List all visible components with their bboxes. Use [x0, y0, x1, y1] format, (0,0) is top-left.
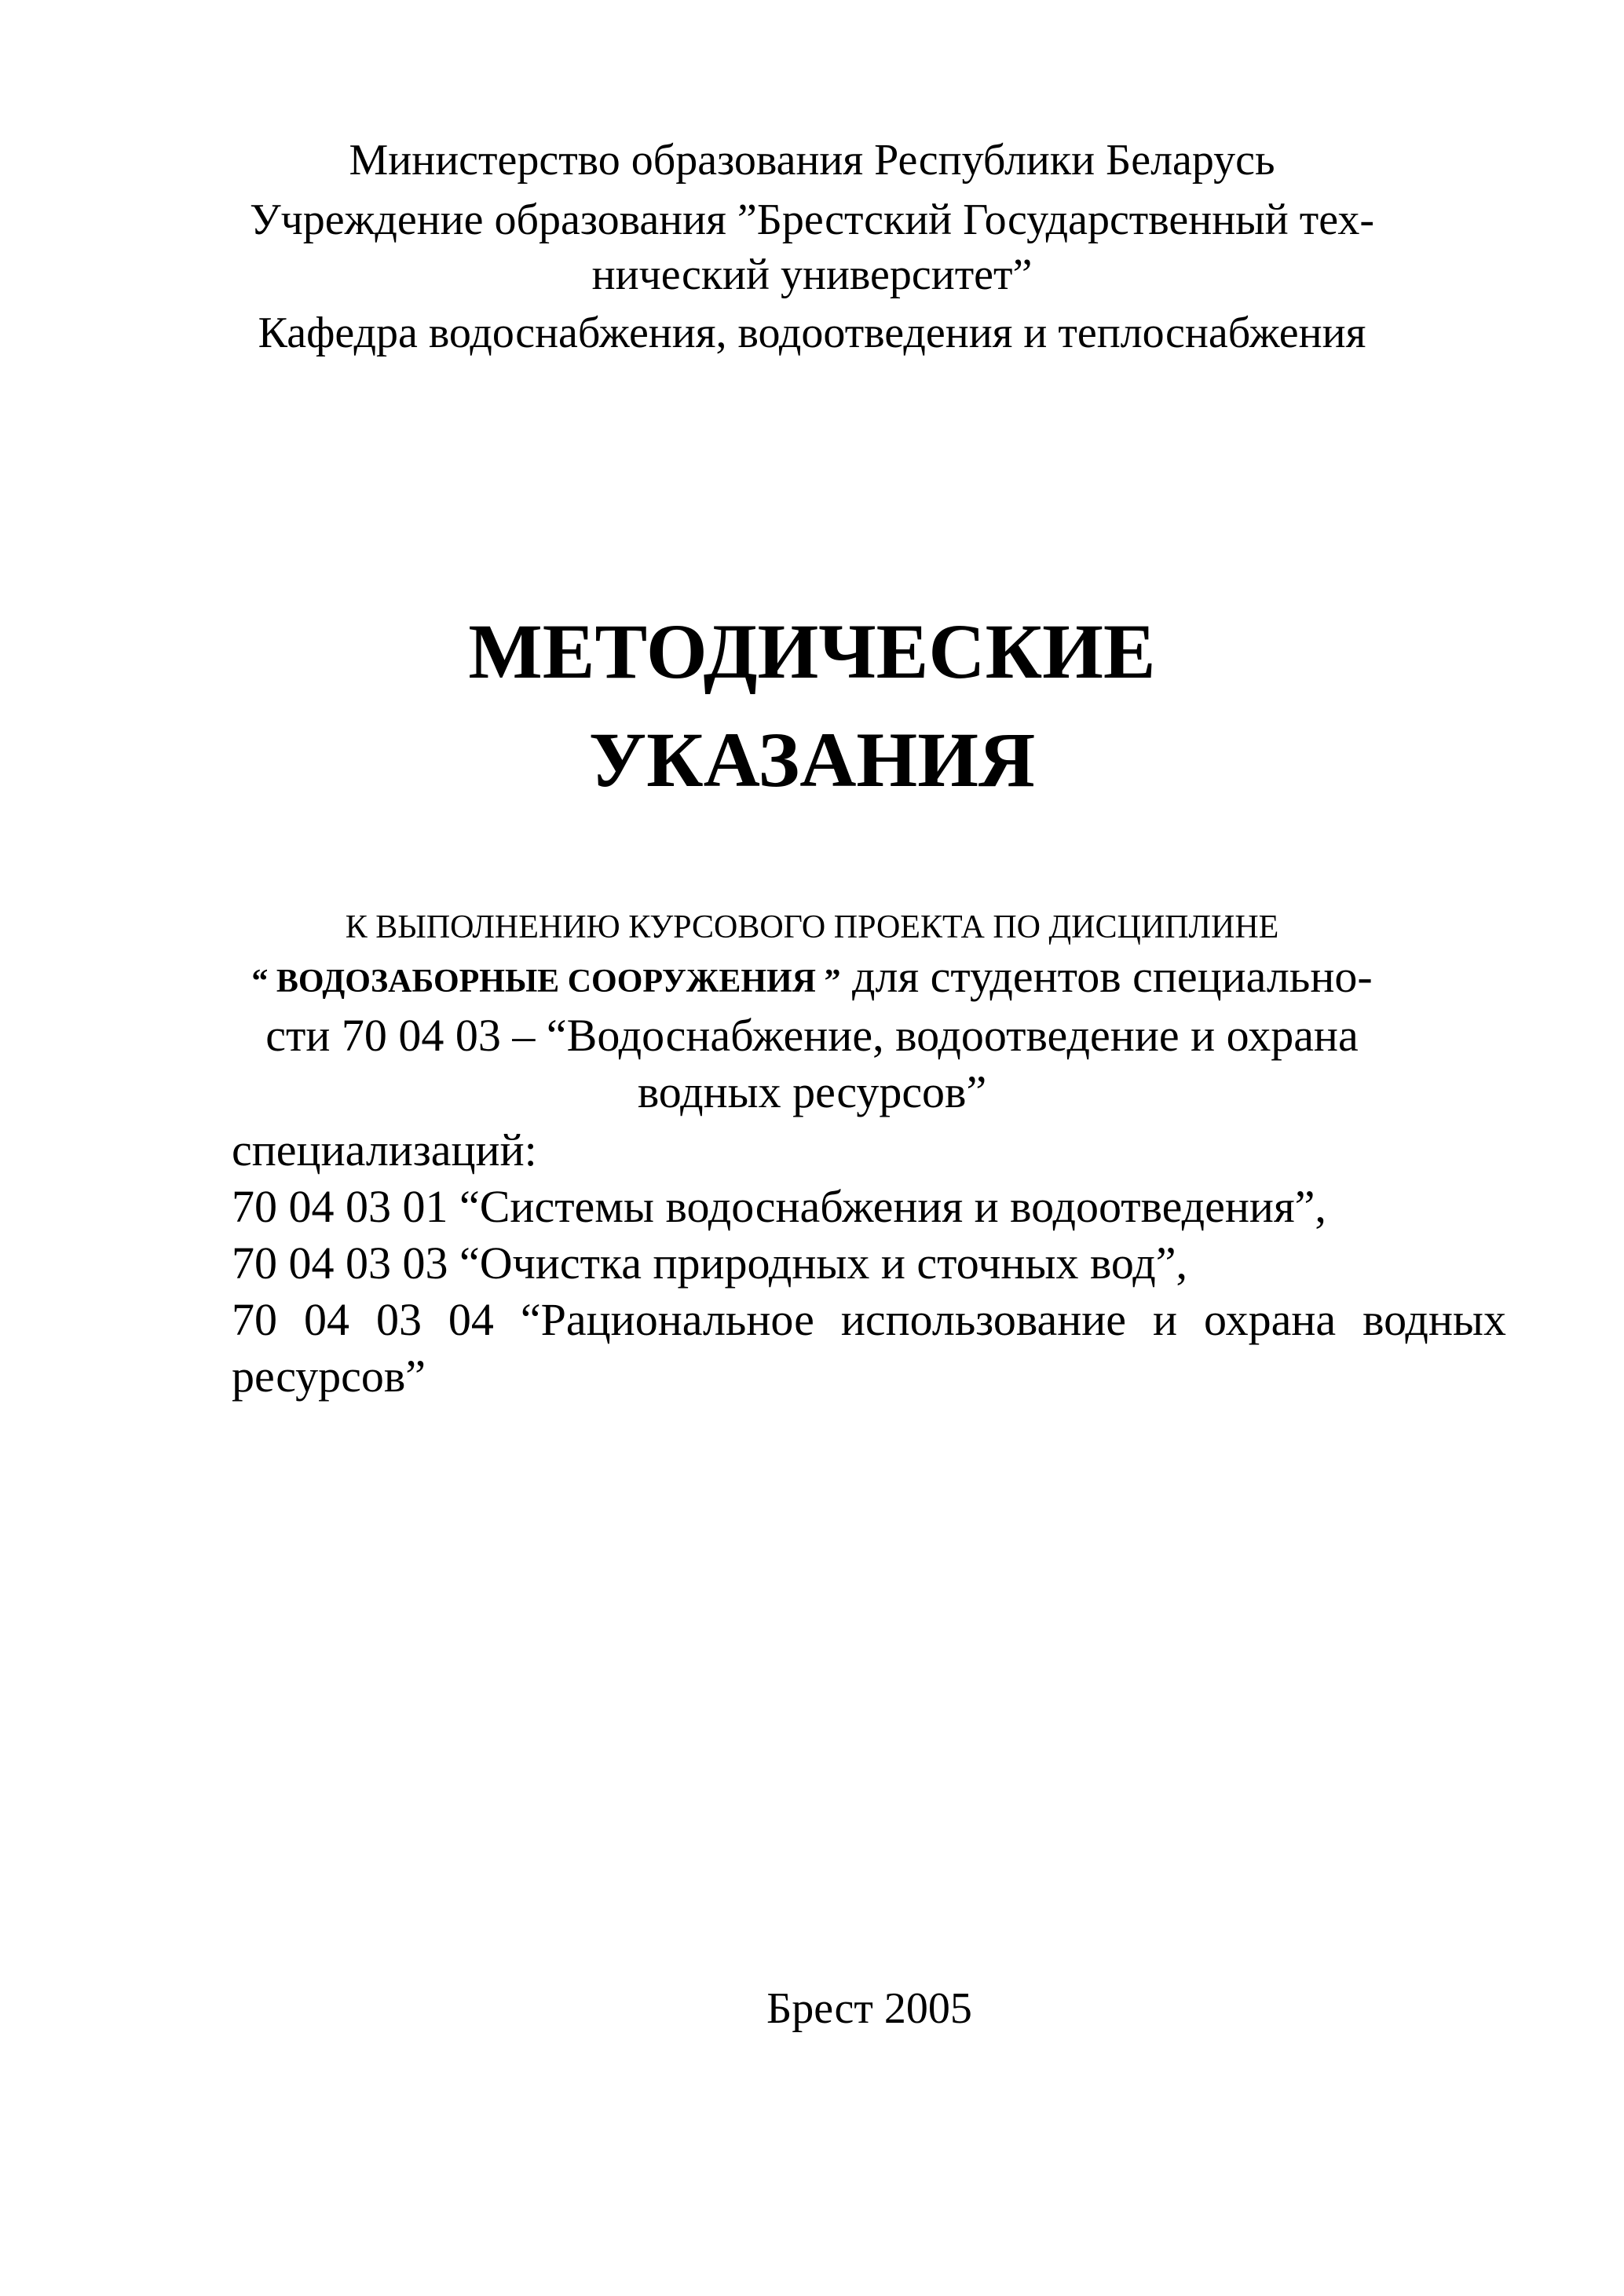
spec-word: водных — [1362, 1294, 1506, 1345]
spec-word: 03 — [375, 1294, 422, 1345]
specialty-line-continued: водных ресурсов” — [637, 1066, 987, 1117]
specialty-line: сти 70 04 03 – “Водоснабжение, водоотведение и охрана — [265, 1010, 1359, 1061]
specialization-item-2: 70 04 03 03 “Очистка природных и сточных вод”, — [232, 1238, 1188, 1289]
place-and-year: Брест 2005 — [766, 1984, 972, 2033]
specialization-item-3 — [232, 1294, 1506, 1345]
spec-word: 04 — [303, 1294, 349, 1345]
discipline-line-rest: для студентов специально- — [840, 951, 1373, 1002]
document-title-line1: МЕТОДИЧЕСКИЕ — [468, 608, 1156, 695]
specialization-item-1: 70 04 03 01 “Системы водоснабжения и водоотведения”, — [232, 1181, 1326, 1232]
institution-line-continued: нический университет” — [591, 250, 1033, 299]
spec-word: “Рациональное — [520, 1294, 814, 1345]
spec-word: 70 — [232, 1294, 277, 1345]
spec-word: охрана — [1204, 1294, 1337, 1345]
discipline-line — [0, 951, 1624, 1002]
institution-line: Учреждение образования ”Брестский Государственный тех- — [249, 196, 1375, 244]
document-title-line2: УКАЗАНИЯ — [588, 716, 1036, 803]
discipline-name: “ ВОДОЗАБОРНЫЕ СООРУЖЕНИЯ ” — [251, 963, 841, 1000]
specialization-item-3-continued: ресурсов” — [232, 1351, 426, 1402]
course-project-line: К ВЫПОЛНЕНИЮ КУРСОВОГО ПРОЕКТА ПО ДИСЦИПЛИНЕ — [345, 909, 1279, 945]
department-line: Кафедра водоснабжения, водоотведения и теплоснабжения — [258, 309, 1366, 357]
ministry-line: Министерство образования Республики Беларусь — [349, 136, 1275, 185]
specializations-heading: специализаций: — [232, 1124, 537, 1175]
spec-word: использование — [840, 1294, 1127, 1345]
spec-word: и — [1153, 1294, 1178, 1345]
spec-word: 04 — [448, 1294, 494, 1345]
